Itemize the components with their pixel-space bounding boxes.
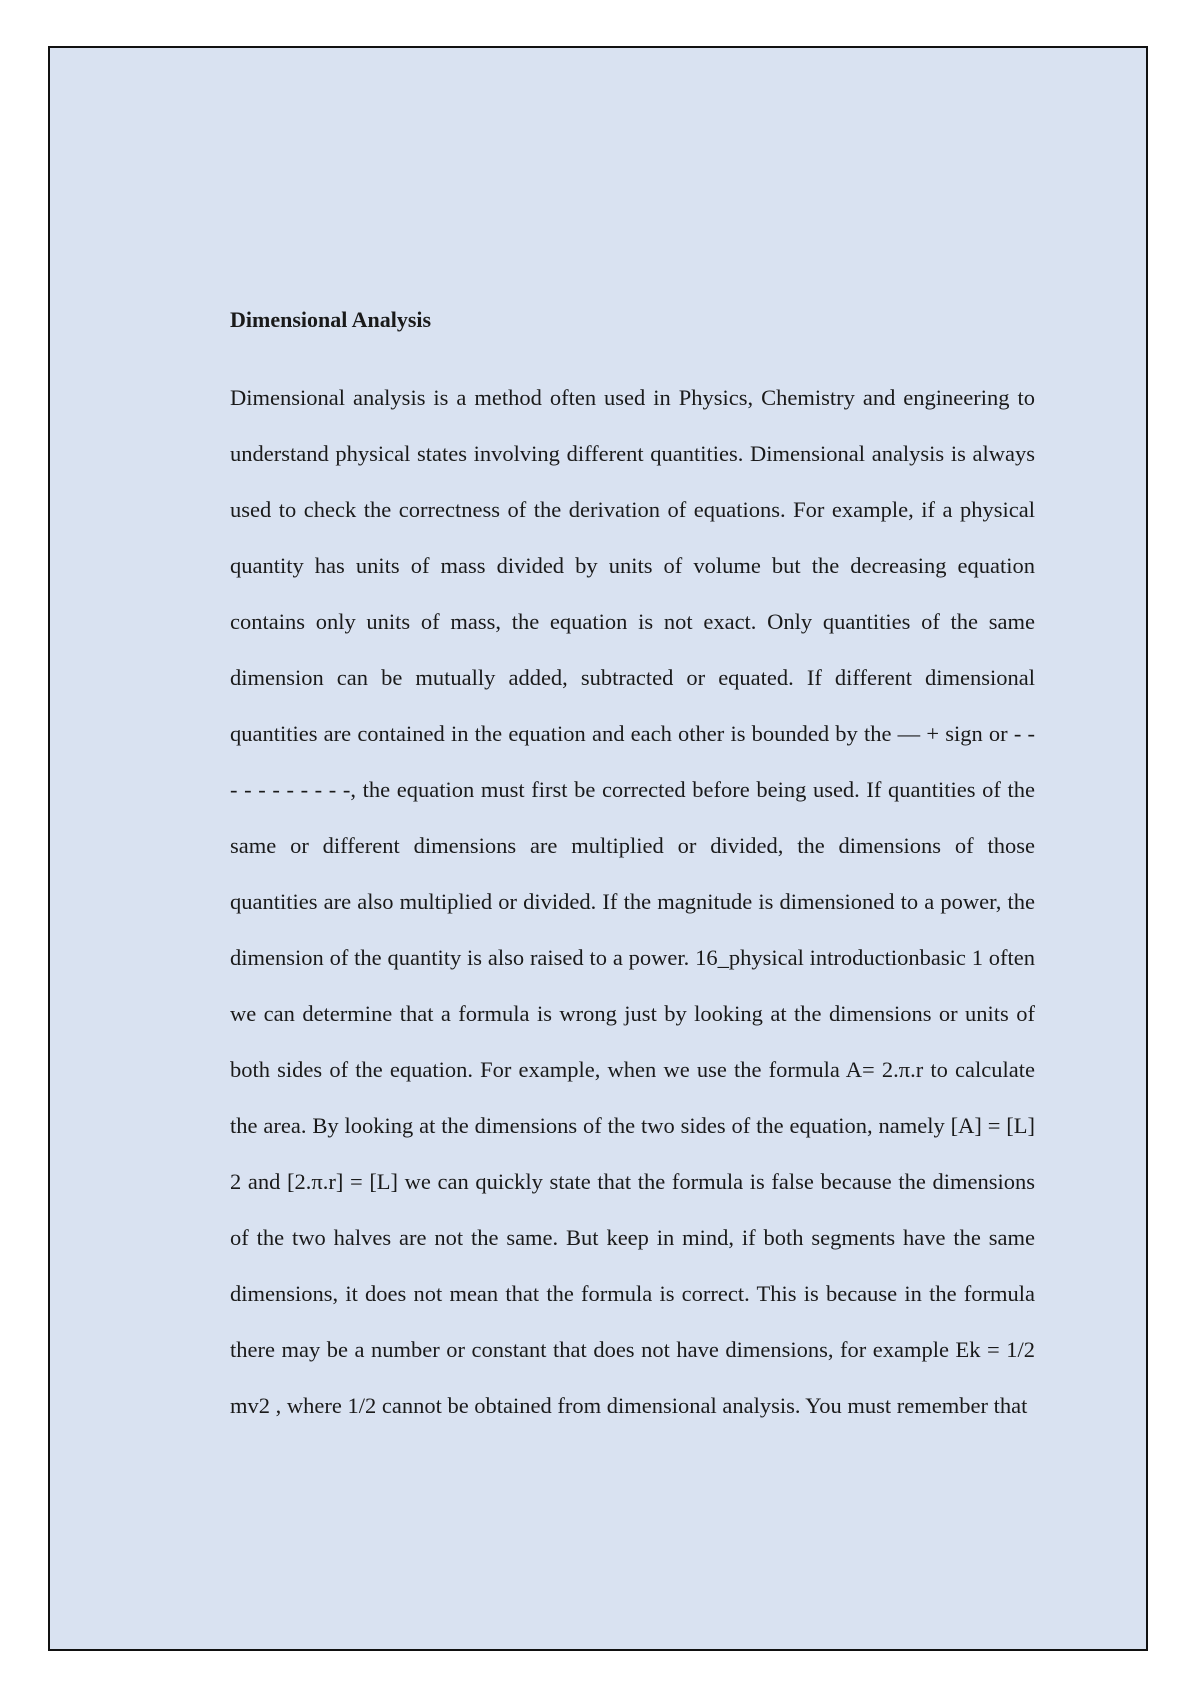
document-paragraph: Dimensional analysis is a method often used in Physics, Chemistry and engineering to understand physical states involving different quantities. Dimensional analysis is always used to check the correctness of the derivation of equations. For example, if a physical quantity has units of mass divided by units of volume but the decreasing equation contains only units of mass, the equation is not exact. Only quantities of the same dimension can be mutually added, subtracted or equated. If different dimensional quantities are contained in the equation and each other is bounded by the — + sign or - - - - - - - - - - -, the equation must first be corrected before being used. If quantities of the same or different dimensions are multiplied or divided, the dimensions of those quantities are also multiplied or divided. If the magnitude is dimensioned to a power, the dimension of the quantity is also raised to a power. 16_physical introductionbasic 1 often we can determine that a formula is wrong just by looking at the dimensions or units of both sides of the equation. For example, when we use the formula A= 2.π.r to calculate the area. By looking at the dimensions of the two sides of the equation, namely [A] = [L] 2 and [2.π.r] = [L] we can quickly state that the formula is false because the dimensions of the two halves are not the same. But keep in mind, if both segments have the same dimensions, it does not mean that the formula is correct. This is because in the formula there may be a number or constant that does not have dimensions, for example Ek = 1/2 mv2 , where 1/2 cannot be obtained from dimensional analysis. You must remember that	[230, 385, 1035, 1418]
document-title: Dimensional Analysis	[230, 307, 432, 332]
document-body	[230, 306, 1035, 1434]
document-page	[48, 46, 1148, 1651]
